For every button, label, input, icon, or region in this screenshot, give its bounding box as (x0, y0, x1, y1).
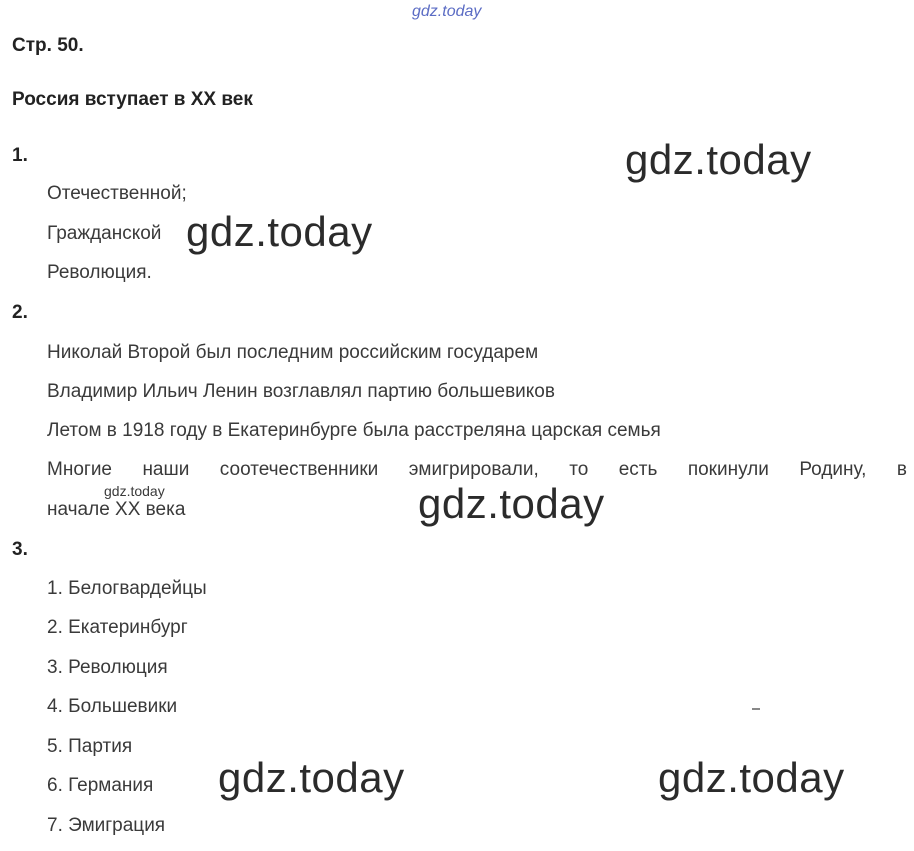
task-2-number: 2. (12, 302, 28, 323)
task-3-item: 3. Революция (47, 657, 168, 678)
watermark: gdz.today (218, 754, 405, 801)
section-title: Россия вступает в XX век (12, 89, 253, 110)
watermark: gdz.today (186, 208, 373, 255)
watermark: gdz.today (418, 480, 605, 527)
task-2-line: Николай Второй был последним российским государем (47, 342, 539, 363)
task-3-item: 4. Большевики (47, 696, 178, 717)
word: то (569, 459, 589, 480)
task-3-item: 1. Белогвардейцы (47, 578, 207, 599)
word: наши (142, 459, 190, 480)
word: соотечественники (219, 459, 379, 480)
task-3-item: 2. Екатеринбург (47, 617, 188, 638)
task-1-number: 1. (12, 145, 28, 166)
word: покинули (687, 459, 769, 480)
task-1-line: Революция. (47, 262, 152, 283)
stray-mark (752, 708, 760, 710)
watermark: gdz.today (625, 136, 812, 183)
word: эмигрировали, (408, 459, 539, 480)
task-3-item: 5. Партия (47, 736, 133, 757)
task-1-line: Отечественной; (47, 183, 187, 204)
task-3-number: 3. (12, 539, 28, 560)
watermark-small: gdz.today (104, 483, 165, 499)
watermark-top: gdz.today (412, 3, 482, 20)
task-2-line: Летом в 1918 году в Екатеринбурге была расстреляна царская семья (47, 420, 661, 441)
task-3-item: 6. Германия (47, 775, 154, 796)
word: есть (618, 459, 658, 480)
task-2-line: начале XX века (47, 499, 186, 520)
task-3-item: 7. Эмиграция (47, 815, 166, 836)
task-2-line: Владимир Ильич Ленин возглавлял партию большевиков (47, 381, 555, 402)
task-2-line-justified (47, 459, 907, 481)
word: Многие (47, 459, 112, 480)
page-label: Стр. 50. (12, 35, 84, 56)
word: в (896, 459, 907, 480)
word: Родину, (799, 459, 867, 480)
watermark: gdz.today (658, 754, 845, 801)
task-1-line: Гражданской (47, 223, 162, 244)
